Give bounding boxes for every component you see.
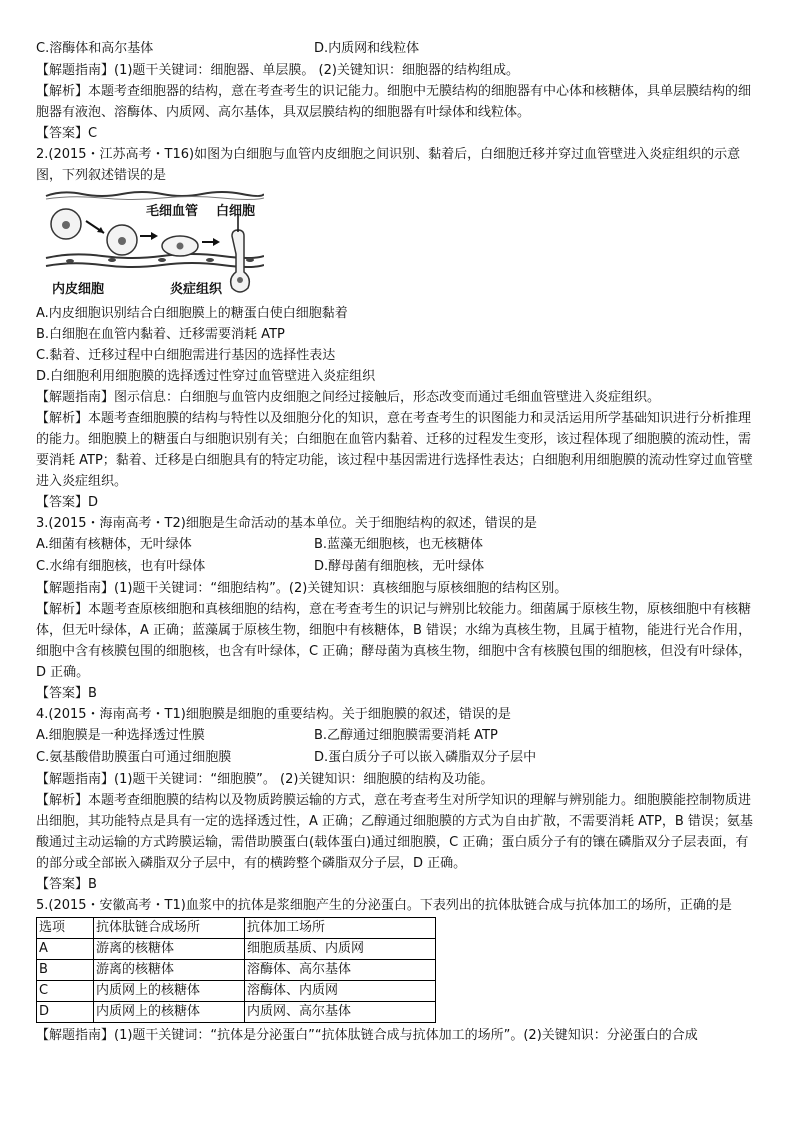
table-cell: 细胞质基质、内质网 xyxy=(245,939,436,960)
table-cell: C xyxy=(37,981,94,1002)
q1-options-cd xyxy=(36,38,760,60)
label-inflamed-tissue: 炎症组织 xyxy=(170,282,223,297)
table-row xyxy=(37,981,436,1002)
table-cell: 溶酶体、高尔基体 xyxy=(245,960,436,981)
table-header-row xyxy=(37,918,436,939)
table-header-cell: 选项 xyxy=(37,918,94,939)
table-cell: 溶酶体、内质网 xyxy=(245,981,436,1002)
endothelial-nucleus-1 xyxy=(66,259,74,263)
q1-option-c: C.溶酶体和高尔基体 xyxy=(36,41,154,56)
table-row xyxy=(37,1002,436,1023)
q1-analysis: 【解析】本题考查细胞器的结构，意在考查考生的识记能力。细胞中无膜结构的细胞器有中心体和核糖体，具单层膜结构的细胞器有液泡、溶酶体、内质网、高尔基体，具双层膜结构的细胞器有叶绿体和线粒体。 xyxy=(36,84,752,120)
q1-answer: 【答案】C xyxy=(36,126,98,141)
q2-guide: 【解题指南】图示信息：白细胞与血管内皮细胞之间经过接触后，形态改变而通过毛细血管壁进入炎症组织。 xyxy=(36,390,661,405)
label-leukocyte: 白细胞 xyxy=(216,204,256,219)
table-cell: 内质网上的核糖体 xyxy=(94,1002,245,1023)
table-row xyxy=(37,960,436,981)
q3-option-b: B.蓝藻无细胞核，也无核糖体 xyxy=(314,537,484,552)
endothelial-nucleus-4 xyxy=(206,258,214,262)
q2-option-a: A.内皮细胞识别结合白细胞膜上的糖蛋白使白细胞黏着 xyxy=(36,306,348,321)
table-cell: 游离的核糖体 xyxy=(94,939,245,960)
q4-option-a: A.细胞膜是一种选择透过性膜 xyxy=(36,728,205,743)
q2-option-c: C.黏着、迁移过程中白细胞需进行基因的选择性表达 xyxy=(36,348,336,363)
q5-options-table xyxy=(36,917,436,1023)
table-cell: 游离的核糖体 xyxy=(94,960,245,981)
label-capillary: 毛细血管 xyxy=(146,204,199,219)
document-page xyxy=(36,38,760,1046)
endothelial-nucleus-5 xyxy=(246,258,254,262)
q2-analysis: 【解析】本题考查细胞膜的结构与特性以及细胞分化的知识，意在考查考生的识图能力和灵活运用所学基础知识进行分析推理的能力。细胞膜上的糖蛋白与细胞识别有关；白细胞在血管内黏着、迁移的过程发生变形，该过程体现了细胞膜的流动性，需要消耗 ATP；黏着、迁移是白细胞具有的特定功能，该过程中基因需进行选择性表达；白细胞利用细胞膜的流动性穿过血管壁进入炎症组织。 xyxy=(36,411,753,489)
q3-answer: 【答案】B xyxy=(36,686,97,701)
q3-option-d: D.酵母菌有细胞核，无叶绿体 xyxy=(314,559,485,574)
q4-stem: 4.(2015・海南高考・T1)细胞膜是细胞的重要结构。关于细胞膜的叙述，错误的是 xyxy=(36,707,511,722)
q4-option-b: B.乙醇通过细胞膜需要消耗 ATP xyxy=(314,728,498,743)
q3-options-cd xyxy=(36,556,760,578)
q2-option-b: B.白细胞在血管内黏着、迁移需要消耗 ATP xyxy=(36,327,285,342)
table-cell: B xyxy=(37,960,94,981)
table-row xyxy=(37,939,436,960)
q5-guide: 【解题指南】(1)题干关键词：“抗体是分泌蛋白”“抗体肽链合成与抗体加工的场所”。(2)关键知识：分泌蛋白的合成 xyxy=(36,1028,698,1043)
leukocyte-migration-figure xyxy=(42,188,264,300)
q2-option-d: D.白细胞利用细胞膜的选择透过性穿过血管壁进入炎症组织 xyxy=(36,369,376,384)
table-header-cell: 抗体加工场所 xyxy=(245,918,436,939)
q3-option-a: A.细菌有核糖体，无叶绿体 xyxy=(36,537,192,552)
q1-option-d: D.内质网和线粒体 xyxy=(314,41,420,56)
table-cell: D xyxy=(37,1002,94,1023)
table-cell: A xyxy=(37,939,94,960)
endothelial-nucleus-2 xyxy=(108,258,116,262)
q4-option-d: D.蛋白质分子可以嵌入磷脂双分子层中 xyxy=(314,750,537,765)
q2-stem: 2.(2015・江苏高考・T16)如图为白细胞与血管内皮细胞之间识别、黏着后，白细胞迁移并穿过血管壁进入炎症组织的示意图，下列叙述错误的是 xyxy=(36,147,741,183)
q3-analysis: 【解析】本题考查原核细胞和真核细胞的结构，意在考查考生的识记与辨别比较能力。细菌属于原核生物，原核细胞中有核糖体，但无叶绿体，A 正确；蓝藻属于原核生物，细胞中有核糖体，B 错误；水绵为真核生物，且属于植物，能进行光合作用，细胞中含有核膜包围的细胞核，也含有叶绿体，C 正确；酵母菌为真核生物，细胞中含有核膜包围的细胞核，但没有叶绿体，D 正确。 xyxy=(36,602,752,680)
q3-guide: 【解题指南】(1)题干关键词：“细胞结构”。(2)关键知识：真核细胞与原核细胞的结构区别。 xyxy=(36,581,568,596)
q1-guide: 【解题指南】(1)题干关键词：细胞器、单层膜。 (2)关键知识：细胞器的结构组成。 xyxy=(36,63,519,78)
endothelial-nucleus-3 xyxy=(158,258,166,262)
q2-answer: 【答案】D xyxy=(36,495,99,510)
q3-options-ab xyxy=(36,534,760,556)
table-header-cell: 抗体肽链合成场所 xyxy=(94,918,245,939)
q4-guide: 【解题指南】(1)题干关键词：“细胞膜”。 (2)关键知识：细胞膜的结构及功能。 xyxy=(36,772,494,787)
q4-answer: 【答案】B xyxy=(36,877,97,892)
q4-option-c: C.氨基酸借助膜蛋白可通过细胞膜 xyxy=(36,750,232,765)
q4-analysis: 【解析】本题考查细胞膜的结构以及物质跨膜运输的方式，意在考查考生对所学知识的理解与辨别能力。细胞膜能控制物质进出细胞，其功能特点是具有一定的选择透过性，A 正确；乙醇通过细胞膜的方式为自由扩散，不需要消耗 ATP，B 错误；氨基酸通过主动运输的方式跨膜运输，需借助膜蛋白(载体蛋白)通过细胞膜，C 正确；蛋白质分子有的镶在磷脂双分子层表面，有的部分或全部嵌入磷脂双分子层中，有的横跨整个磷脂双分子层，D 正确。 xyxy=(36,793,753,871)
q4-options-ab xyxy=(36,725,760,747)
q4-options-cd xyxy=(36,747,760,769)
q3-option-c: C.水绵有细胞核，也有叶绿体 xyxy=(36,559,206,574)
q3-stem: 3.(2015・海南高考・T2)细胞是生命活动的基本单位。关于细胞结构的叙述，错误的是 xyxy=(36,516,537,531)
table-cell: 内质网、高尔基体 xyxy=(245,1002,436,1023)
q5-stem: 5.(2015・安徽高考・T1)血浆中的抗体是浆细胞产生的分泌蛋白。下表列出的抗体肽链合成与抗体加工的场所，正确的是 xyxy=(36,898,732,913)
label-endothelial: 内皮细胞 xyxy=(52,282,105,297)
table-cell: 内质网上的核糖体 xyxy=(94,981,245,1002)
